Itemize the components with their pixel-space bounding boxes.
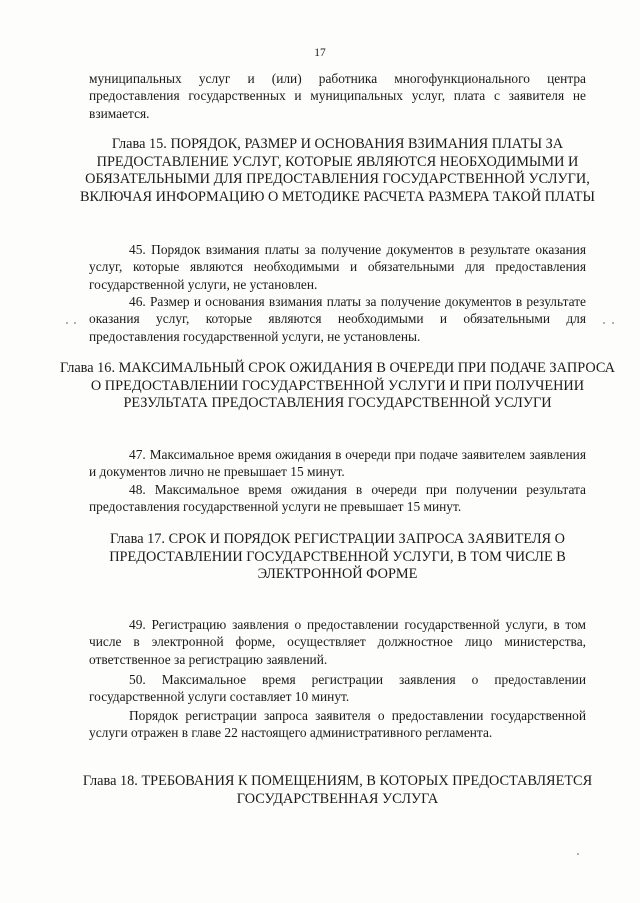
paragraph-49: 49. Регистрацию заявления о предоставлении государственной услуги, в том числе в электронной форме, осуществляет должностное лицо министерства, ответственное за регистрацию заявлений. (89, 617, 586, 667)
chapter-15-heading: Глава 15. ПОРЯДОК, РАЗМЕР И ОСНОВАНИЯ ВЗИМАНИЯ ПЛАТЫ ЗА ПРЕДОСТАВЛЕНИЕ УСЛУГ, КОТОРЫЕ ЯВЛЯЮТСЯ НЕОБХОДИМЫМИ И ОБЯЗАТЕЛЬНЫМИ ДЛЯ ПРЕДОСТАВЛЕНИЯ ГОСУДАРСТВЕННОЙ УСЛУГИ, ВКЛЮЧАЯ ИНФОРМАЦИЮ О МЕТОДИКЕ РАСЧЕТА РАЗМЕРА ТАКОЙ ПЛАТЫ (79, 136, 596, 205)
chapter-17-heading: Глава 17. СРОК И ПОРЯДОК РЕГИСТРАЦИИ ЗАПРОСА ЗАЯВИТЕЛЯ О ПРЕДОСТАВЛЕНИИ ГОСУДАРСТВЕННОЙ УСЛУГИ, В ТОМ ЧИСЛЕ В ЭЛЕКТРОННОЙ ФОРМЕ (109, 531, 566, 583)
scan-speck (74, 322, 76, 324)
paragraph-47: 47. Максимальное время ожидания в очереди при подаче заявителем заявления и документов лично не превышает 15 минут. (89, 447, 586, 480)
chapter-18-heading: Глава 18. ТРЕБОВАНИЯ К ПОМЕЩЕНИЯМ, В КОТОРЫХ ПРЕДОСТАВЛЯЕТСЯ ГОСУДАРСТВЕННАЯ УСЛУГА (82, 773, 593, 807)
page-number: 17 (314, 47, 326, 59)
scan-speck (577, 853, 579, 855)
scan-speck (603, 322, 605, 324)
paragraph-46: 46. Размер и основания взимания платы за получение документов в результате оказания услуг, которые являются необходимыми и обязательными для предоставления государственной услуги, не установлены. (89, 294, 586, 344)
paragraph-50: 50. Максимальное время регистрации заявления о предоставлении государственной услуги составляет 10 минут. (89, 672, 586, 705)
paragraph-continuation: муниципальных услуг и (или) работника многофункционального центра предоставления государственных и муниципальных услуг, плата с заявителя не взимается. (89, 71, 586, 121)
paragraph-45: 45. Порядок взимания платы за получение документов в результате оказания услуг, которые являются необходимыми и обязательными для предоставления государственной услуги, не установлен. (89, 242, 586, 292)
paragraph-registration-order: Порядок регистрации запроса заявителя о предоставлении государственной услуги отражен в главе 22 настоящего административного регламента. (89, 708, 586, 741)
scan-speck (612, 322, 614, 324)
paragraph-48: 48. Максимальное время ожидания в очереди при получении результата предоставления государственной услуги не превышает 15 минут. (89, 482, 586, 515)
chapter-16-heading: Глава 16. МАКСИМАЛЬНЫЙ СРОК ОЖИДАНИЯ В ОЧЕРЕДИ ПРИ ПОДАЧЕ ЗАПРОСА О ПРЕДОСТАВЛЕНИИ ГОСУДАРСТВЕННОЙ УСЛУГИ И ПРИ ПОЛУЧЕНИИ РЕЗУЛЬТАТА ПРЕДОСТАВЛЕНИЯ ГОСУДАРСТВЕННОЙ УСЛУГИ (60, 360, 615, 412)
scan-speck (66, 322, 68, 324)
